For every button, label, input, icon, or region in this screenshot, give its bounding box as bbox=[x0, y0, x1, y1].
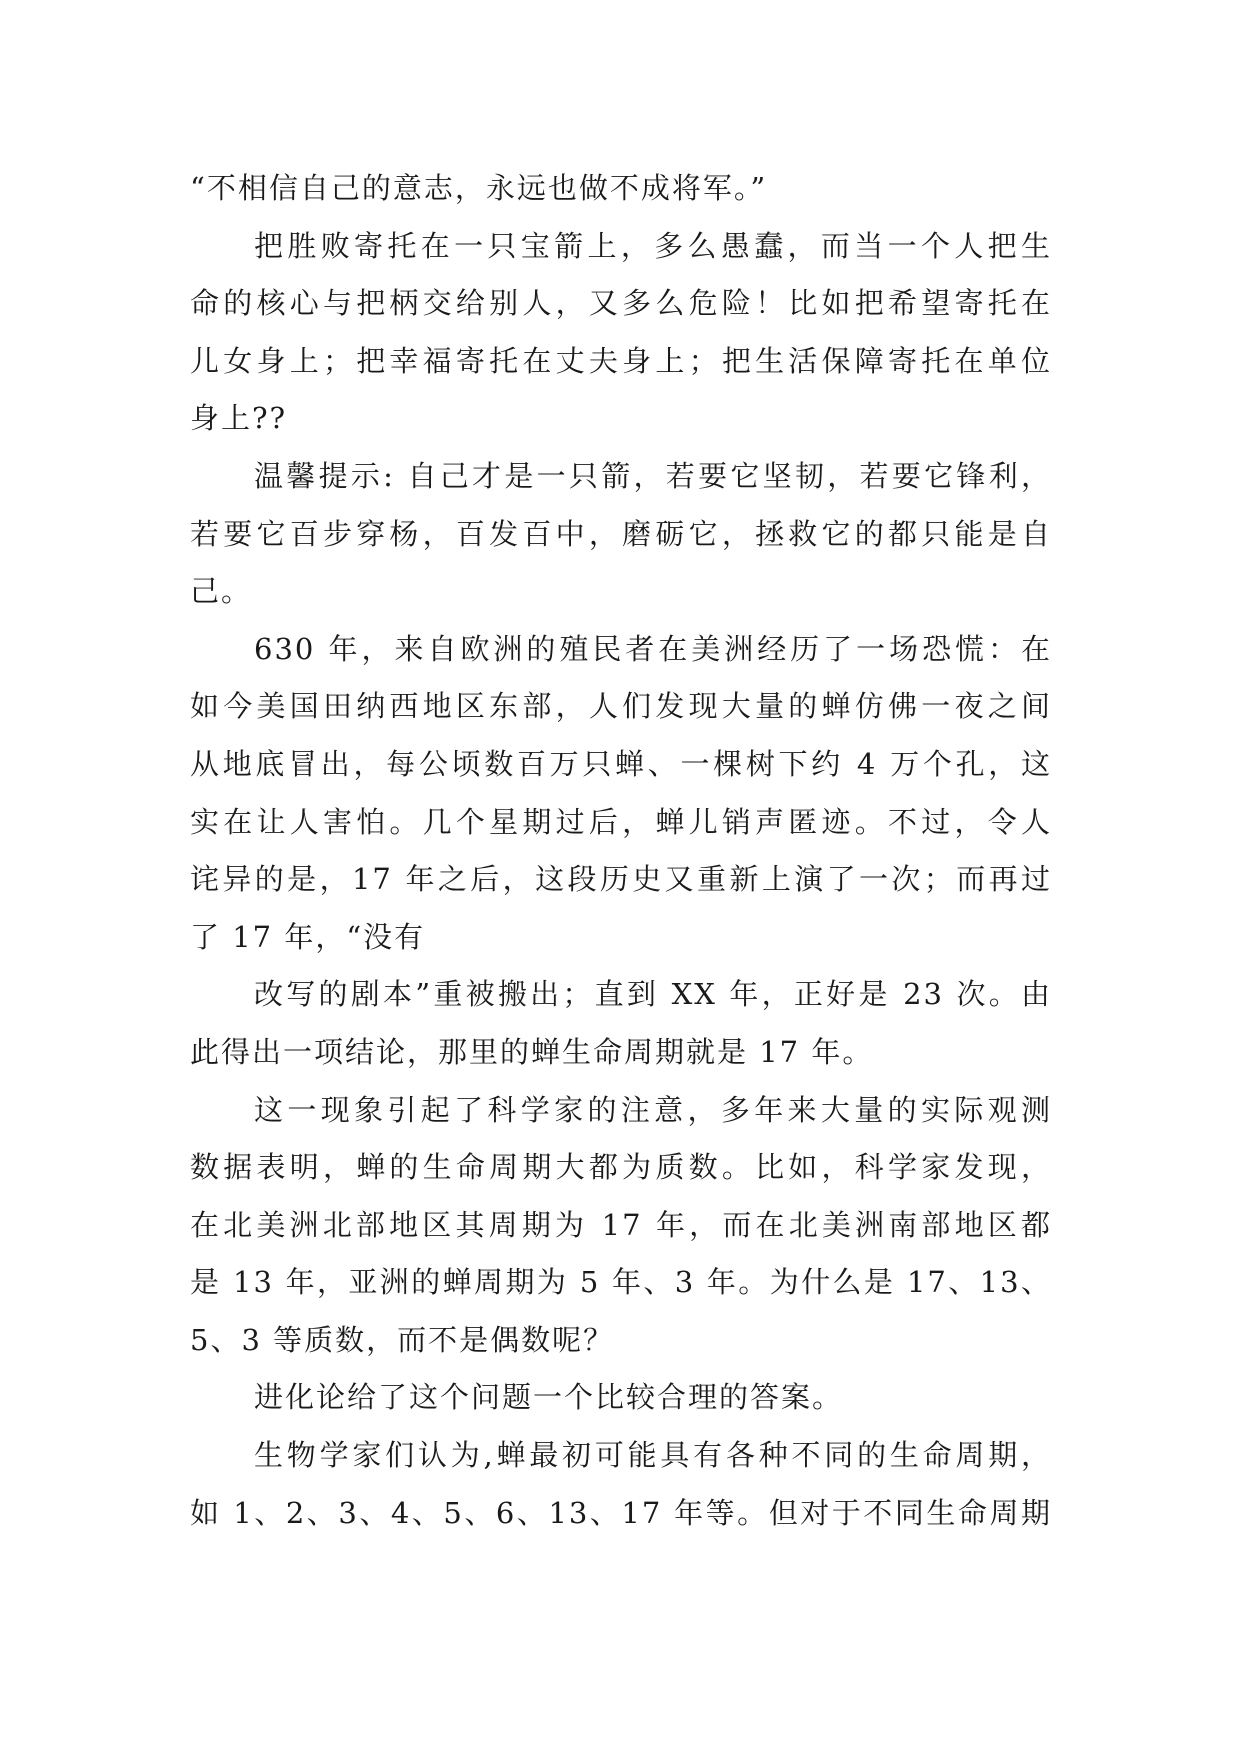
text-line: “不相信自己的意志，永远也做不成将军。” bbox=[190, 171, 768, 205]
text-line: 数据表明，蝉的生命周期大都为质数。比如，科学家发现， bbox=[190, 1150, 1052, 1185]
text-line: 630 年，来自欧洲的殖民者在美洲经历了一场恐慌：在 bbox=[254, 631, 1052, 666]
text-line: 命的核心与把柄交给别人，又多么危险！比如把希望寄托在 bbox=[190, 286, 1052, 321]
text-line: 温馨提示: 自己才是一只箭，若要它坚韧，若要它锋利， bbox=[254, 458, 1052, 493]
text-line: 进化论给了这个问题一个比较合理的答案。 bbox=[254, 1380, 844, 1415]
text-line: 身上?? bbox=[190, 401, 288, 436]
text-line: 此得出一项结论，那里的蝉生命周期就是 17 年。 bbox=[190, 1034, 874, 1069]
text-line: 实在让人害怕。几个星期过后，蝉儿销声匿迹。不过，令人 bbox=[190, 804, 1052, 839]
text-line: 诧异的是，17 年之后，这段历史又重新上演了一次；而再过 bbox=[190, 862, 1052, 897]
text-line: 如 1、2、3、4、5、6、13、17 年等。但对于不同生命周期 bbox=[190, 1495, 1052, 1530]
text-line: 了 17 年，“没有 bbox=[190, 919, 426, 954]
text-line: 把胜败寄托在一只宝箭上，多么愚蠢，而当一个人把生 bbox=[254, 228, 1052, 263]
text-line: 这一现象引起了科学家的注意，多年来大量的实际观测 bbox=[254, 1092, 1052, 1127]
text-line: 若要它百步穿杨，百发百中，磨砺它，拯救它的都只能是自 bbox=[190, 516, 1052, 551]
text-line: 是 13 年，亚洲的蝉周期为 5 年、3 年。为什么是 17、13、 bbox=[190, 1265, 1052, 1300]
text-line: 5、3 等质数，而不是偶数呢？ bbox=[190, 1322, 615, 1357]
text-line: 在北美洲北部地区其周期为 17 年，而在北美洲南部地区都 bbox=[190, 1207, 1052, 1242]
text-line: 改写的剧本”重被搬出；直到 XX 年，正好是 23 次。由 bbox=[254, 977, 1052, 1012]
text-line: 生物学家们认为,蝉最初可能具有各种不同的生命周期， bbox=[254, 1438, 1052, 1473]
text-line: 从地底冒出，每公顷数百万只蝉、一棵树下约 4 万个孔，这 bbox=[190, 746, 1052, 781]
text-line: 如今美国田纳西地区东部，人们发现大量的蝉仿佛一夜之间 bbox=[190, 689, 1052, 724]
text-line: 儿女身上；把幸福寄托在丈夫身上；把生活保障寄托在单位 bbox=[190, 343, 1052, 378]
text-line: 己。 bbox=[190, 574, 253, 609]
body-text bbox=[190, 160, 1052, 1542]
